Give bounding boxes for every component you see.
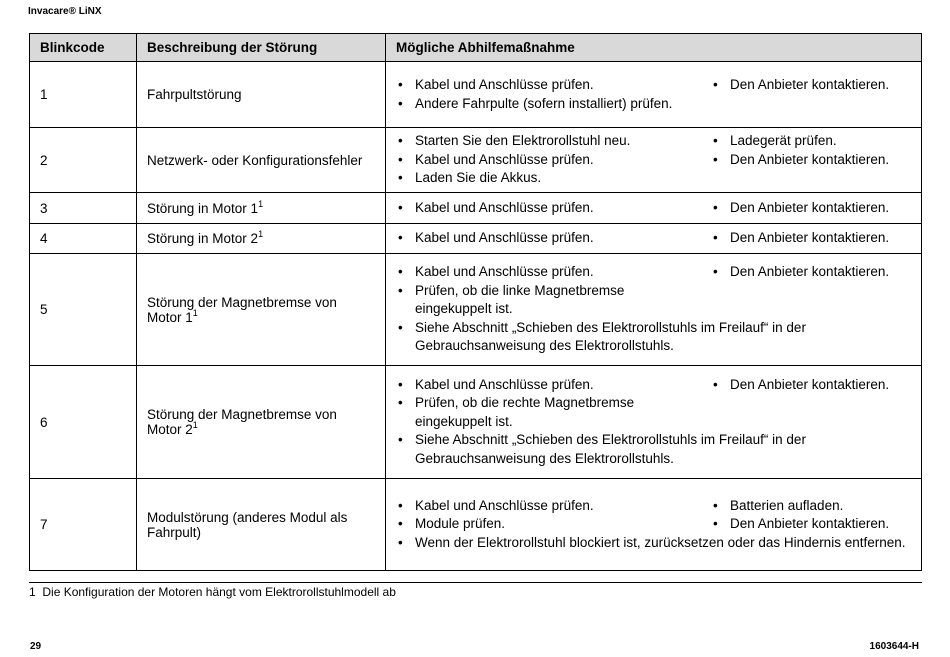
remedy-cell xyxy=(386,479,922,571)
remedy-list-left xyxy=(396,497,676,534)
remedy-item: • Wenn der Elektrorollstuhl blockiert ist, zurücksetzen oder das Hindernis entfernen. xyxy=(396,534,911,553)
remedy-item: • Siehe Abschnitt „Schieben des Elektrorollstuhls im Freilauf“ in der Gebrauchsanweisung des Elektrorollstuhls. xyxy=(396,431,911,468)
remedy-right-column xyxy=(711,199,911,218)
remedy-item: • Kabel und Anschlüsse prüfen. xyxy=(396,151,676,170)
remedy-item: • Andere Fahrpulte (sofern installiert) prüfen. xyxy=(396,95,676,114)
remedy-item: • Laden Sie die Akkus. xyxy=(396,169,676,188)
remedy-left-column xyxy=(396,497,676,534)
fault-description-cell xyxy=(137,479,386,571)
remedy-item: • Den Anbieter kontaktieren. xyxy=(711,151,911,170)
remedy-left-column xyxy=(396,376,676,432)
blink-code: 1 xyxy=(30,62,137,128)
remedy-columns xyxy=(396,229,911,248)
document-number: 1603644-H xyxy=(869,641,919,652)
remedy-item: • Den Anbieter kontaktieren. xyxy=(711,515,911,534)
remedy-list-full xyxy=(396,431,911,468)
remedy-list-left xyxy=(396,76,676,113)
remedy-item: • Kabel und Anschlüsse prüfen. xyxy=(396,229,676,248)
remedy-list-right xyxy=(711,497,911,534)
remedy-item: • Den Anbieter kontaktieren. xyxy=(711,376,911,395)
remedy-item: • Ladegerät prüfen. xyxy=(711,132,911,151)
table-row xyxy=(30,254,922,366)
fault-code-table xyxy=(29,33,922,571)
remedy-item: • Starten Sie den Elektrorollstuhl neu. xyxy=(396,132,676,151)
remedy-left-column xyxy=(396,76,676,113)
remedy-item: • Batterien aufladen. xyxy=(711,497,911,516)
fault-description-cell xyxy=(137,224,386,254)
table-header-row xyxy=(30,34,922,62)
fault-description-cell xyxy=(137,254,386,366)
remedy-columns xyxy=(396,497,911,534)
remedy-item: • Module prüfen. xyxy=(396,515,676,534)
fault-description-cell xyxy=(137,366,386,479)
remedy-cell xyxy=(386,128,922,193)
fault-description-cell xyxy=(137,193,386,224)
fault-description: Störung in Motor 1 xyxy=(147,200,259,216)
blink-code: 6 xyxy=(30,366,137,479)
footnote-text: Die Konfiguration der Motoren hängt vom Elektrorollstuhlmodell ab xyxy=(42,585,396,599)
remedy-cell xyxy=(386,193,922,224)
table-row xyxy=(30,128,922,193)
blink-code: 5 xyxy=(30,254,137,366)
remedy-cell xyxy=(386,254,922,366)
remedy-list-right xyxy=(711,76,911,95)
fault-description: Störung in Motor 2 xyxy=(147,231,259,246)
remedy-right-column xyxy=(711,376,911,432)
remedy-cell xyxy=(386,366,922,479)
remedy-right-column xyxy=(711,263,911,319)
footnote-reference: 1 xyxy=(192,420,198,430)
remedy-right-column xyxy=(711,497,911,534)
fault-description: Modulstörung (anderes Modul als Fahrpult) xyxy=(147,509,348,540)
remedy-list-left xyxy=(396,132,676,188)
remedy-item: • Kabel und Anschlüsse prüfen. xyxy=(396,263,676,282)
column-header-remedy: Mögliche Abhilfemaßnahme xyxy=(386,34,922,62)
remedy-item: • Kabel und Anschlüsse prüfen. xyxy=(396,376,676,395)
remedy-list-right xyxy=(711,263,911,282)
remedy-list-full xyxy=(396,319,911,356)
remedy-columns xyxy=(396,132,911,188)
remedy-item: • Kabel und Anschlüsse prüfen. xyxy=(396,199,676,218)
remedy-columns xyxy=(396,199,911,218)
fault-description: Fahrpultstörung xyxy=(147,87,242,102)
footnote-reference: 1 xyxy=(192,307,198,318)
remedy-item: • Kabel und Anschlüsse prüfen. xyxy=(396,76,676,95)
footnote-reference: 1 xyxy=(258,229,264,239)
remedy-item: • Den Anbieter kontaktieren. xyxy=(711,76,911,95)
remedy-left-column xyxy=(396,229,676,248)
document-header-title: Invacare® LiNX xyxy=(28,6,102,17)
table-row xyxy=(30,62,922,128)
remedy-item: • Siehe Abschnitt „Schieben des Elektrorollstuhls im Freilauf“ in der Gebrauchsanweisung des Elektrorollstuhls. xyxy=(396,319,911,356)
table-row xyxy=(30,366,922,479)
remedy-list-right xyxy=(711,132,911,169)
remedy-list-left xyxy=(396,263,676,319)
blink-code: 2 xyxy=(30,128,137,193)
footnote-number: 1 xyxy=(29,585,36,599)
footnote xyxy=(29,585,396,599)
fault-description: Störung der Magnetbremse von Motor 2 xyxy=(147,407,337,437)
remedy-item: • Den Anbieter kontaktieren. xyxy=(711,229,911,248)
column-header-description: Beschreibung der Störung xyxy=(137,34,386,62)
remedy-list-left xyxy=(396,376,676,432)
fault-description-cell xyxy=(137,128,386,193)
blink-code: 4 xyxy=(30,224,137,254)
remedy-list-right xyxy=(711,229,911,248)
blink-code: 3 xyxy=(30,193,137,224)
remedy-item: • Den Anbieter kontaktieren. xyxy=(711,263,911,282)
remedy-item: • Prüfen, ob die rechte Magnetbremse eingekuppelt ist. xyxy=(396,394,676,431)
remedy-left-column xyxy=(396,199,676,218)
remedy-list-left xyxy=(396,229,676,248)
table-row xyxy=(30,479,922,571)
page-number: 29 xyxy=(30,641,42,652)
remedy-item: • Prüfen, ob die linke Magnetbremse eingekuppelt ist. xyxy=(396,282,676,319)
footnote-reference: 1 xyxy=(258,198,264,209)
remedy-columns xyxy=(396,263,911,319)
footnote-divider xyxy=(29,582,922,583)
fault-description-cell xyxy=(137,62,386,128)
remedy-right-column xyxy=(711,132,911,188)
remedy-left-column xyxy=(396,132,676,188)
remedy-right-column xyxy=(711,229,911,248)
remedy-columns xyxy=(396,376,911,432)
remedy-right-column xyxy=(711,76,911,113)
fault-description: Netzwerk- oder Konfigurationsfehler xyxy=(147,152,363,168)
remedy-list-right xyxy=(711,376,911,395)
remedy-list-left xyxy=(396,199,676,218)
remedy-list-right xyxy=(711,199,911,218)
remedy-columns xyxy=(396,76,911,113)
remedy-item: • Kabel und Anschlüsse prüfen. xyxy=(396,497,676,516)
blink-code: 7 xyxy=(30,479,137,571)
remedy-item: • Den Anbieter kontaktieren. xyxy=(711,199,911,218)
table-row xyxy=(30,193,922,224)
fault-description: Störung der Magnetbremse von Motor 1 xyxy=(147,294,337,325)
column-header-code: Blinkcode xyxy=(30,34,137,62)
remedy-cell xyxy=(386,224,922,254)
remedy-cell xyxy=(386,62,922,128)
remedy-list-full xyxy=(396,534,911,553)
table-row xyxy=(30,224,922,254)
remedy-left-column xyxy=(396,263,676,319)
